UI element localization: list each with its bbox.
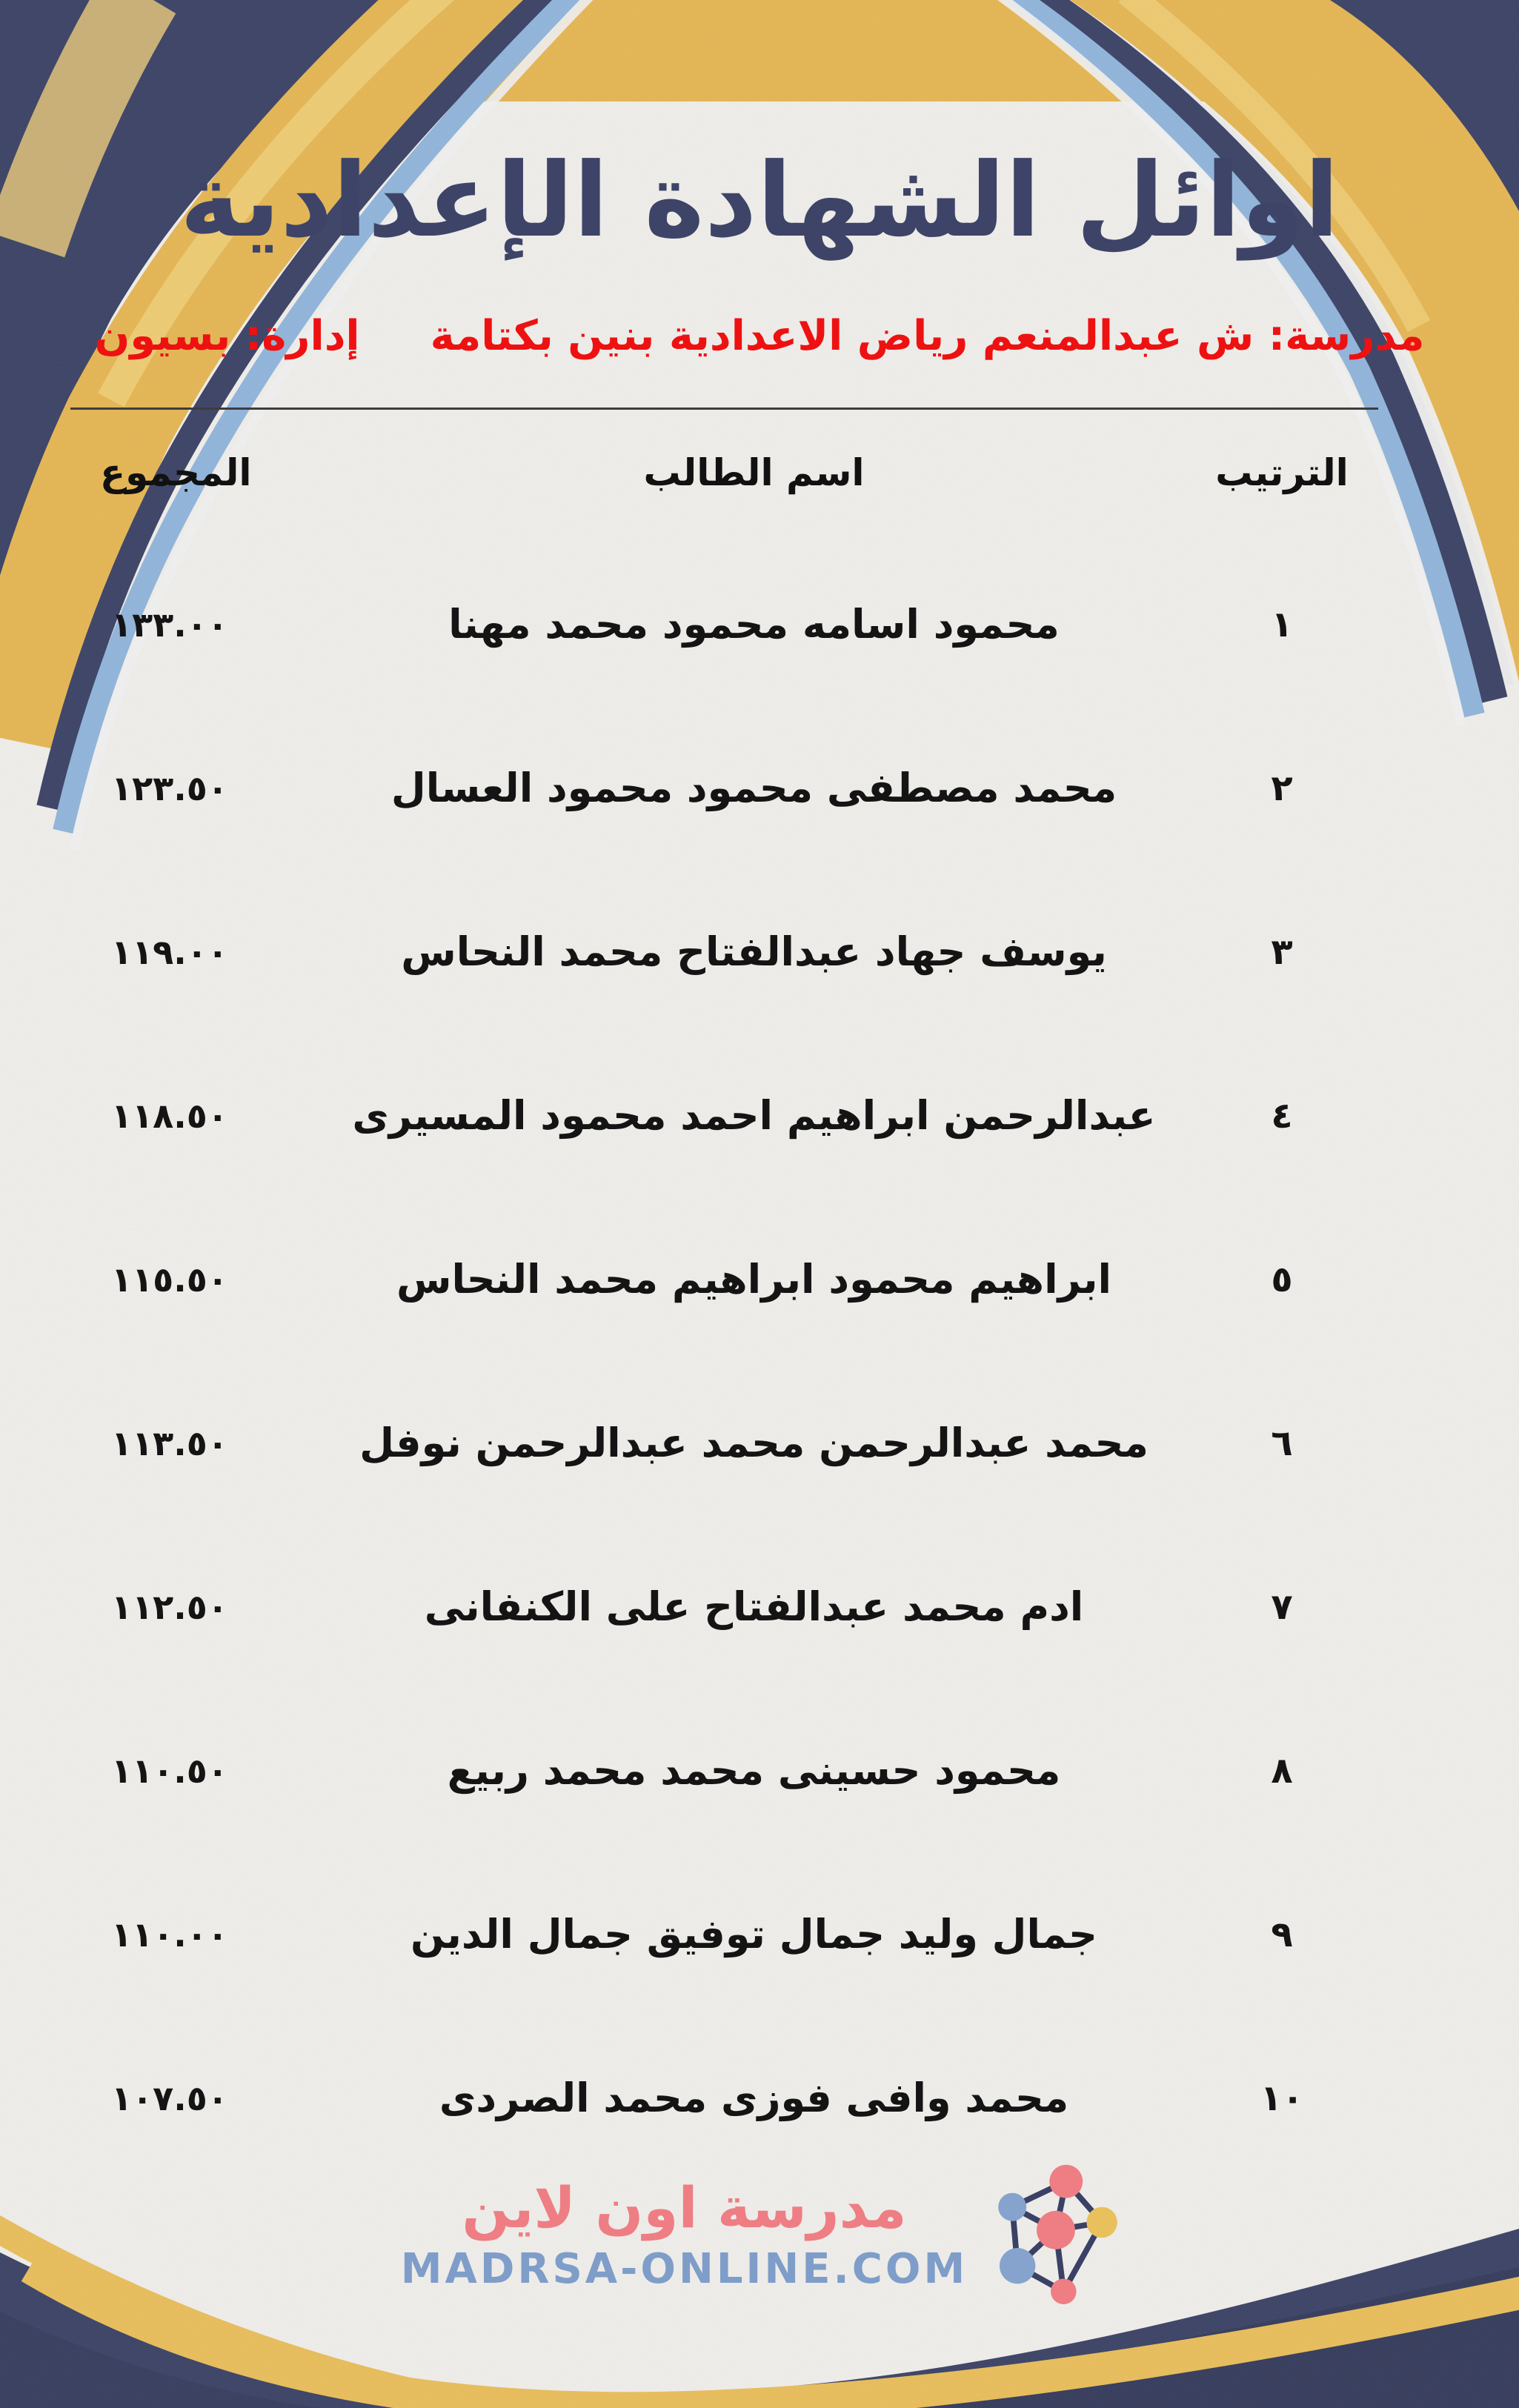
row-name: محمد عبدالرحمن محمد عبدالرحمن نوفل xyxy=(359,1420,1149,1466)
row-name: جمال وليد جمال توفيق جمال الدين xyxy=(411,1911,1097,1958)
row-total: ١٣٣.٠٠ xyxy=(111,604,228,645)
subtitle-line xyxy=(0,295,1519,376)
table-row xyxy=(70,870,1378,1034)
table-row xyxy=(70,542,1378,706)
row-name: محمود حسينى محمد محمد ربيع xyxy=(447,1747,1061,1794)
row-name: ادم محمد عبدالفتاح على الكنفانى xyxy=(424,1583,1084,1630)
row-name: يوسف جهاد عبدالفتاح محمد النحاس xyxy=(401,928,1107,975)
row-rank: ١ xyxy=(1271,603,1293,645)
school-name: مدرسة: ش عبدالمنعم رياض الاعدادية بنين بكتامة xyxy=(430,311,1425,360)
row-total: ١١٢.٥٠ xyxy=(111,1586,228,1627)
results-table xyxy=(70,542,1378,2180)
row-total: ١١٨.٥٠ xyxy=(111,1095,228,1136)
table-row xyxy=(70,1852,1378,2016)
row-rank: ٩ xyxy=(1271,1913,1293,1955)
row-rank: ٥ xyxy=(1271,1258,1293,1300)
row-name: محمد مصطفى محمود محمود العسال xyxy=(390,765,1117,811)
row-name: عبدالرحمن ابراهيم احمد محمود المسيرى xyxy=(352,1092,1156,1139)
table-row xyxy=(70,1689,1378,1852)
row-name: محمود اسامه محمود محمد مهنا xyxy=(448,601,1060,648)
brand-text xyxy=(401,2175,968,2293)
row-rank: ٦ xyxy=(1271,1422,1293,1464)
row-total: ١٠٧.٥٠ xyxy=(111,2078,228,2118)
row-rank: ٧ xyxy=(1271,1586,1293,1628)
brand-arabic-name: مدرسة اون لاين xyxy=(462,2175,907,2241)
administration-name: إدارة: بسيون xyxy=(94,311,360,360)
table-header xyxy=(70,432,1378,513)
header-rank: الترتيب xyxy=(1215,451,1349,494)
row-total: ١١٠.٠٠ xyxy=(111,1914,228,1955)
row-name: محمد وافى فوزى محمد الصردى xyxy=(439,2075,1069,2121)
row-total: ١١٠.٥٠ xyxy=(111,1750,228,1791)
footer-brand xyxy=(0,2149,1519,2319)
table-row xyxy=(70,1525,1378,1689)
page-title: اوائل الشهادة الإعدادية xyxy=(179,140,1340,260)
row-rank: ٢ xyxy=(1271,767,1293,809)
header-name: اسم الطالب xyxy=(643,451,865,494)
row-total: ١٢٣.٥٠ xyxy=(111,768,228,808)
row-total: ١١٥.٥٠ xyxy=(111,1259,228,1300)
header-total: المجموع xyxy=(100,451,252,494)
table-row xyxy=(70,1197,1378,1361)
row-total: ١١٩.٠٠ xyxy=(111,931,228,972)
network-graph-icon xyxy=(988,2163,1118,2304)
table-row xyxy=(70,706,1378,870)
row-rank: ٤ xyxy=(1271,1094,1293,1137)
separator-line xyxy=(70,408,1378,410)
table-row xyxy=(70,1361,1378,1525)
row-name: ابراهيم محمود ابراهيم محمد النحاس xyxy=(396,1256,1112,1303)
brand-website: MADRSA-ONLINE.COM xyxy=(400,2245,968,2293)
row-rank: ١٠ xyxy=(1260,2077,1304,2119)
row-total: ١١٣.٥٠ xyxy=(111,1423,228,1463)
table-row xyxy=(70,1034,1378,1197)
row-rank: ٣ xyxy=(1271,931,1293,973)
row-rank: ٨ xyxy=(1271,1749,1293,1792)
